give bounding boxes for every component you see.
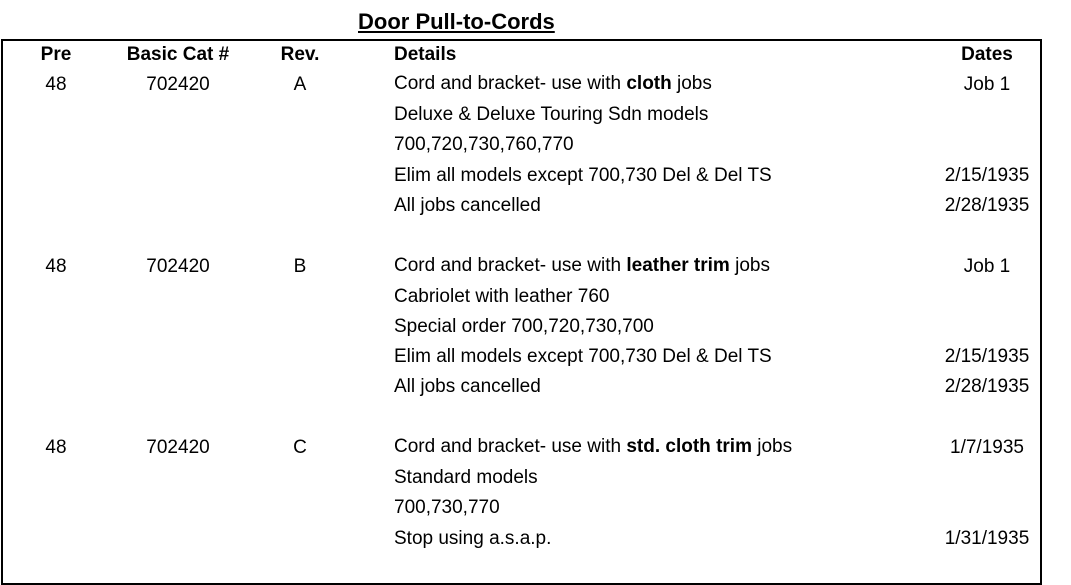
page-title: Door Pull-to-Cords — [358, 9, 555, 34]
detail-line: Elim all models except 700,730 Del & Del TS — [394, 165, 772, 186]
group-rev: C — [293, 437, 307, 458]
detail-emphasis: cloth — [626, 73, 672, 94]
detail-line: 700,730,770 — [394, 497, 500, 518]
detail-line — [394, 254, 770, 278]
group-pre: 48 — [45, 437, 67, 458]
group-basic-cat: 702420 — [146, 256, 210, 277]
detail-line: 700,720,730,760,770 — [394, 134, 574, 155]
date-value: Job 1 — [963, 74, 1011, 95]
date-value: 2/28/1935 — [944, 376, 1030, 397]
date-value: 2/15/1935 — [944, 165, 1030, 186]
group-rev: B — [293, 256, 307, 277]
date-value: Job 1 — [963, 256, 1011, 277]
detail-emphasis: leather trim — [626, 255, 730, 276]
header-rev: Rev. — [280, 44, 320, 65]
detail-text: jobs — [729, 255, 770, 276]
detail-line — [394, 435, 792, 459]
group-pre: 48 — [45, 74, 67, 95]
detail-text: Cord and bracket- use with — [394, 436, 627, 457]
header-dates: Dates — [961, 44, 1013, 65]
detail-line: All jobs cancelled — [394, 195, 541, 216]
group-rev: A — [293, 74, 307, 95]
date-value: 2/28/1935 — [944, 195, 1030, 216]
header-details: Details — [394, 44, 457, 65]
detail-line: Special order 700,720,730,700 — [394, 316, 654, 337]
group-pre: 48 — [45, 256, 67, 277]
group-basic-cat: 702420 — [146, 437, 210, 458]
detail-text: Cord and bracket- use with — [394, 255, 627, 276]
header-basic-cat: Basic Cat # — [126, 44, 230, 65]
detail-line: Stop using a.s.a.p. — [394, 528, 552, 549]
date-value: 1/7/1935 — [950, 437, 1024, 458]
detail-text: jobs — [671, 73, 712, 94]
detail-emphasis: std. cloth trim — [626, 436, 752, 457]
group-basic-cat: 702420 — [146, 74, 210, 95]
detail-line: Cabriolet with leather 760 — [394, 286, 610, 307]
detail-line: Deluxe & Deluxe Touring Sdn models — [394, 104, 709, 125]
header-pre: Pre — [40, 44, 72, 65]
detail-line — [394, 72, 712, 96]
date-value: 1/31/1935 — [944, 528, 1030, 549]
detail-line: Elim all models except 700,730 Del & Del TS — [394, 346, 772, 367]
detail-text: jobs — [751, 436, 793, 457]
detail-line: All jobs cancelled — [394, 376, 541, 397]
detail-text: Cord and bracket- use with — [394, 73, 627, 94]
date-value: 2/15/1935 — [944, 346, 1030, 367]
detail-line: Standard models — [394, 467, 538, 488]
